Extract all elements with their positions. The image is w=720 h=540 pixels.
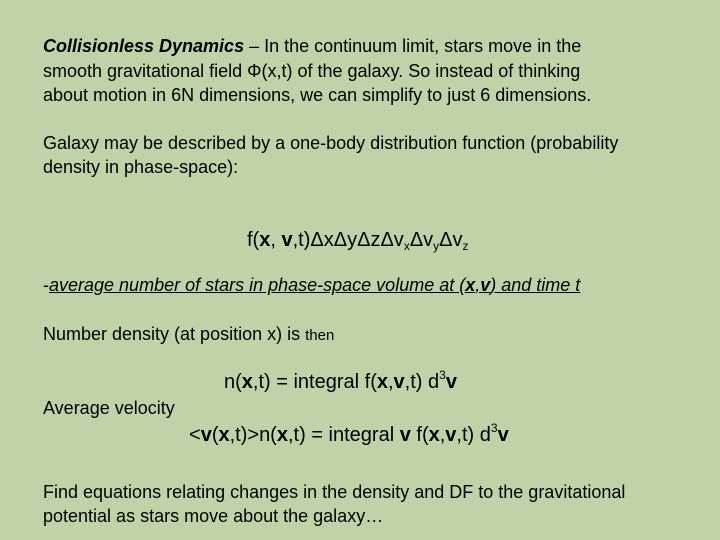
- intro-line-3: about motion in 6N dimensions, we can simplify to just 6 dimensions.: [43, 85, 592, 105]
- conclusion-line-1: Find equations relating changes in the density and DF to the gravitational: [43, 482, 626, 502]
- number-density-equation: n(x,t) = integral f(x,v,t) $d^3v$: [224, 368, 457, 393]
- conclusion-line-2: potential as stars move about the galaxy…: [43, 506, 384, 526]
- df-meaning: -average number of stars in phase-space volume at (x,v) and time t: [43, 275, 581, 295]
- intro-line-1: [43, 35, 581, 58]
- intro-term: Collisionless Dynamics: [43, 36, 245, 56]
- intro-line-1-text: – In the continuum limit, stars move in the: [244, 36, 582, 56]
- number-density-label: Number density (at position x) is then: [43, 324, 335, 344]
- average-velocity-label: Average velocity: [43, 398, 175, 418]
- galaxy-line-1: Galaxy may be described by a one-body distribution function (probability: [43, 133, 619, 153]
- df-meaning-text: average number of stars in phase-space volume at (x,v) and time t: [49, 275, 581, 295]
- intro-line-2: smooth gravitational field Φ(x,t) of the galaxy. So instead of thinking: [43, 61, 581, 81]
- vec-v: v: [281, 229, 293, 251]
- galaxy-line-2: density in phase-space):: [43, 157, 239, 177]
- df-equation: f(x, $v,t)\Delta x\Delta y\Delta z\Delta v_x\Delta v_y\Delta v_z$: [247, 229, 469, 253]
- average-velocity-equation: <v(x,t)>n(x,t) = integral v f(x,v,t) $d^3v$: [189, 421, 509, 446]
- vec-x: x: [259, 229, 271, 251]
